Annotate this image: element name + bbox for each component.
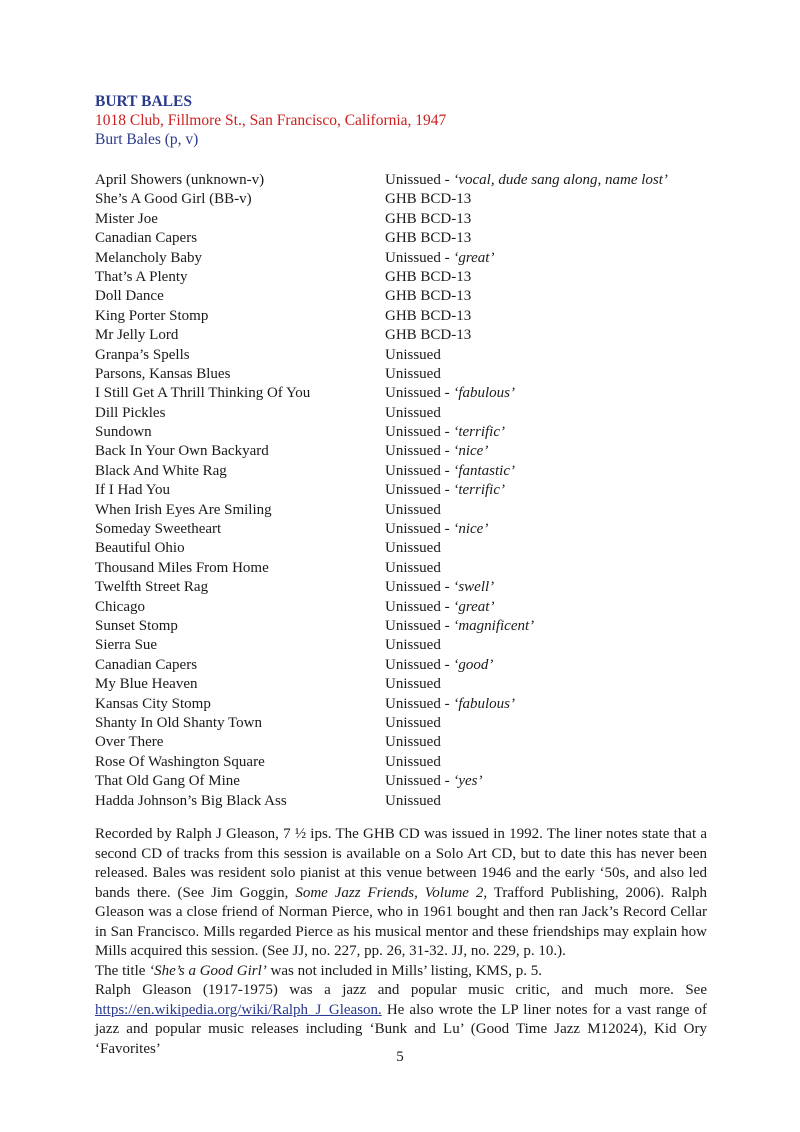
notes-paragraph: The title ‘She’s a Good Girl’ was not included in Mills’ listing, KMS, p. 5. xyxy=(95,962,542,979)
issue-comment: ‘vocal, dude sang along, name lost’ xyxy=(453,172,668,188)
track-title: Sundown xyxy=(95,424,152,441)
track-title: Granpa’s Spells xyxy=(95,346,190,363)
issue-label: Unissued xyxy=(385,482,441,499)
track-title: Dill Pickles xyxy=(95,404,166,421)
issue-comment: ‘terrific’ xyxy=(453,482,505,499)
track-row xyxy=(95,384,715,403)
track-issue xyxy=(385,229,471,248)
track-title: Sierra Sue xyxy=(95,637,158,654)
track-row xyxy=(95,346,715,365)
session-header xyxy=(95,92,446,149)
track-title: Shanty In Old Shanty Town xyxy=(95,714,263,731)
issue-comment: ‘great’ xyxy=(453,249,495,266)
track-title: I Still Get A Thrill Thinking Of You xyxy=(95,385,311,402)
track-title: April Showers (unknown-v) xyxy=(95,172,265,188)
issue-label: Unissued xyxy=(385,424,441,441)
issue-label: Unissued xyxy=(385,714,441,731)
issue-label: Unissued xyxy=(385,598,441,615)
track-row xyxy=(95,268,715,287)
session-personnel: Burt Bales (p, v) xyxy=(95,131,199,148)
issue-label: Unissued xyxy=(385,695,441,712)
issue-label: GHB BCD-13 xyxy=(385,191,472,208)
issue-label: Unissued xyxy=(385,617,441,634)
track-row xyxy=(95,501,715,520)
issue-label: GHB BCD-13 xyxy=(385,327,472,344)
track-row xyxy=(95,326,715,345)
issue-label: Unissued xyxy=(385,676,441,693)
issue-label: GHB BCD-13 xyxy=(385,210,472,227)
wikipedia-link[interactable]: https://en.wikipedia.org/wiki/Ralph_J_Gleason. xyxy=(95,1001,382,1018)
track-issue: Unissued - ‘great’ xyxy=(385,598,495,615)
issue-comment: ‘fantastic’ xyxy=(453,462,515,479)
issue-label: Unissued xyxy=(385,462,441,479)
track-issue: Unissued - ‘vocal, dude sang along, name lost’ xyxy=(385,172,668,188)
issue-label: Unissued xyxy=(385,501,441,518)
issue-comment: ‘fabulous’ xyxy=(453,695,516,712)
issue-label: Unissued xyxy=(385,172,441,188)
track-row xyxy=(95,617,715,636)
track-row xyxy=(95,190,715,209)
track-row xyxy=(95,365,715,384)
track-row xyxy=(95,636,715,655)
track-row xyxy=(95,423,715,442)
track-row xyxy=(95,714,715,733)
issue-label: Unissued xyxy=(385,559,441,576)
issue-label: Unissued xyxy=(385,365,441,382)
track-issue xyxy=(385,190,471,209)
track-row xyxy=(95,733,715,752)
issue-label: Unissued xyxy=(385,346,441,363)
track-title: When Irish Eyes Are Smiling xyxy=(95,501,272,518)
track-issue xyxy=(385,365,441,384)
track-title: Black And White Rag xyxy=(95,462,227,479)
track-issue xyxy=(385,539,441,558)
track-issue xyxy=(385,792,441,811)
issue-label: Unissued xyxy=(385,443,441,460)
track-issue xyxy=(385,675,441,694)
track-row xyxy=(95,753,715,772)
track-issue xyxy=(385,559,441,578)
issue-label: Unissued xyxy=(385,734,441,751)
track-row xyxy=(95,249,715,268)
track-issue: Unissued - ‘fabulous’ xyxy=(385,385,516,402)
track-issue xyxy=(385,733,441,752)
track-row xyxy=(95,307,715,326)
track-issue: Unissued - ‘magnificent’ xyxy=(385,617,535,634)
issue-label: Unissued xyxy=(385,753,441,770)
track-title: Mr Jelly Lord xyxy=(95,327,179,344)
issue-label: Unissued xyxy=(385,792,441,809)
track-title: Melancholy Baby xyxy=(95,249,203,266)
track-row xyxy=(95,656,715,675)
track-row xyxy=(95,287,715,306)
track-issue xyxy=(385,210,471,229)
track-row xyxy=(95,171,715,190)
track-title: Chicago xyxy=(95,598,145,615)
track-title: Parsons, Kansas Blues xyxy=(95,365,231,382)
track-title: Canadian Capers xyxy=(95,230,198,247)
track-title: Back In Your Own Backyard xyxy=(95,443,269,460)
issue-label: GHB BCD-13 xyxy=(385,307,472,324)
track-row xyxy=(95,210,715,229)
track-issue xyxy=(385,307,471,326)
track-row xyxy=(95,695,715,714)
track-issue: Unissued - ‘terrific’ xyxy=(385,482,505,499)
issue-label: Unissued xyxy=(385,404,441,421)
notes-paragraph: Recorded by Ralph J Gleason, 7 ½ ips. The GHB CD was issued in 1992. The liner notes state that a second CD of tracks from this session is available on a Solo Art CD, but to date this has never been released. Bales was resident solo pianist at this venue between 1946 and the early ‘50s, and also led bands there. (See Jim Goggin, Some Jazz Friends, Volume 2, Trafford Publishing, 2006). Ralph Gleason was a close friend of Norman Pierce, who in 1961 bought and then ran Jack’s Record Cellar in San Francisco. Mills regarded Pierce as his musical mentor and these friendships may explain how Mills acquired this session. (See JJ, no. 227, pp. 26, 31-32. JJ, no. 229, p. 10.). xyxy=(95,826,707,959)
track-title: Someday Sweetheart xyxy=(95,521,222,538)
track-issue: Unissued - ‘fantastic’ xyxy=(385,462,515,479)
track-issue xyxy=(385,268,471,287)
issue-label: Unissued xyxy=(385,521,441,538)
page-number: 5 xyxy=(396,1049,404,1065)
track-title: She’s A Good Girl (BB-v) xyxy=(95,191,252,208)
issue-label: Unissued xyxy=(385,637,441,654)
issue-comment: ‘nice’ xyxy=(453,521,489,538)
track-issue: Unissued - ‘fabulous’ xyxy=(385,695,516,712)
book-title: Some Jazz Friends, Volume 2 xyxy=(295,884,484,901)
issue-comment: ‘magnificent’ xyxy=(453,617,535,634)
notes-paragraph: Ralph Gleason (1917-1975) was a jazz and popular music critic, and much more. See https://en.wikipedia.org/wiki/Ralph_J_Gleason. He also wrote the LP liner notes for a vast range of jazz and popular music releases including ‘Bunk and Lu’ (Good Time Jazz M12024), Kid Ory ‘Favorites’ xyxy=(95,982,707,1057)
track-issue xyxy=(385,326,471,345)
track-issue xyxy=(385,404,441,423)
track-row xyxy=(95,229,715,248)
track-title: My Blue Heaven xyxy=(95,676,198,693)
track-row xyxy=(95,520,715,539)
track-issue xyxy=(385,636,441,655)
track-row xyxy=(95,559,715,578)
artist-name: BURT BALES xyxy=(95,93,192,110)
track-row xyxy=(95,462,715,481)
track-issue: Unissued - ‘great’ xyxy=(385,249,495,266)
track-title: Twelfth Street Rag xyxy=(95,579,209,596)
track-title: Beautiful Ohio xyxy=(95,540,185,557)
track-issue: Unissued - ‘good’ xyxy=(385,656,494,673)
issue-comment: ‘nice’ xyxy=(453,443,489,460)
track-issue: Unissued - ‘terrific’ xyxy=(385,424,505,441)
track-title: Doll Dance xyxy=(95,288,164,305)
track-issue xyxy=(385,346,441,365)
issue-label: Unissued xyxy=(385,773,441,790)
track-list xyxy=(95,171,715,811)
issue-comment: ‘swell’ xyxy=(453,579,495,596)
track-title: Thousand Miles From Home xyxy=(95,559,269,576)
track-row xyxy=(95,675,715,694)
track-title: Sunset Stomp xyxy=(95,617,178,634)
issue-comment: ‘fabulous’ xyxy=(453,385,516,402)
issue-comment: ‘great’ xyxy=(453,598,495,615)
track-issue xyxy=(385,714,441,733)
track-title: That’s A Plenty xyxy=(95,268,188,285)
track-row xyxy=(95,772,715,791)
issue-label: Unissued xyxy=(385,579,441,596)
session-venue: 1018 Club, Fillmore St., San Francisco, California, 1947 xyxy=(95,112,447,129)
track-title: Hadda Johnson’s Big Black Ass xyxy=(95,792,287,809)
session-notes xyxy=(95,825,707,1059)
issue-label: GHB BCD-13 xyxy=(385,288,472,305)
issue-comment: ‘yes’ xyxy=(453,773,483,790)
track-title: If I Had You xyxy=(95,482,170,499)
track-row xyxy=(95,442,715,461)
track-title: Canadian Capers xyxy=(95,656,198,673)
track-row xyxy=(95,481,715,500)
issue-label: Unissued xyxy=(385,249,441,266)
track-row xyxy=(95,404,715,423)
track-title: That Old Gang Of Mine xyxy=(95,773,240,790)
track-title: Over There xyxy=(95,734,164,751)
track-issue xyxy=(385,287,471,306)
track-row xyxy=(95,578,715,597)
track-title: King Porter Stomp xyxy=(95,307,209,324)
track-issue: Unissued - ‘nice’ xyxy=(385,521,489,538)
track-issue: Unissued - ‘swell’ xyxy=(385,579,495,596)
track-row xyxy=(95,539,715,558)
issue-label: Unissued xyxy=(385,385,441,402)
issue-label: Unissued xyxy=(385,540,441,557)
track-issue: Unissued - ‘yes’ xyxy=(385,773,483,790)
issue-label: Unissued xyxy=(385,656,441,673)
track-title: Kansas City Stomp xyxy=(95,695,211,712)
track-title: Mister Joe xyxy=(95,210,158,227)
issue-comment: ‘good’ xyxy=(453,656,494,673)
issue-label: GHB BCD-13 xyxy=(385,230,472,247)
issue-label: GHB BCD-13 xyxy=(385,268,472,285)
issue-comment: ‘terrific’ xyxy=(453,424,505,441)
track-issue xyxy=(385,501,441,520)
track-issue xyxy=(385,753,441,772)
track-row xyxy=(95,598,715,617)
track-issue: Unissued - ‘nice’ xyxy=(385,443,489,460)
song-title: ‘She’s a Good Girl’ xyxy=(149,962,267,979)
track-title: Rose Of Washington Square xyxy=(95,753,265,770)
track-row xyxy=(95,792,715,811)
